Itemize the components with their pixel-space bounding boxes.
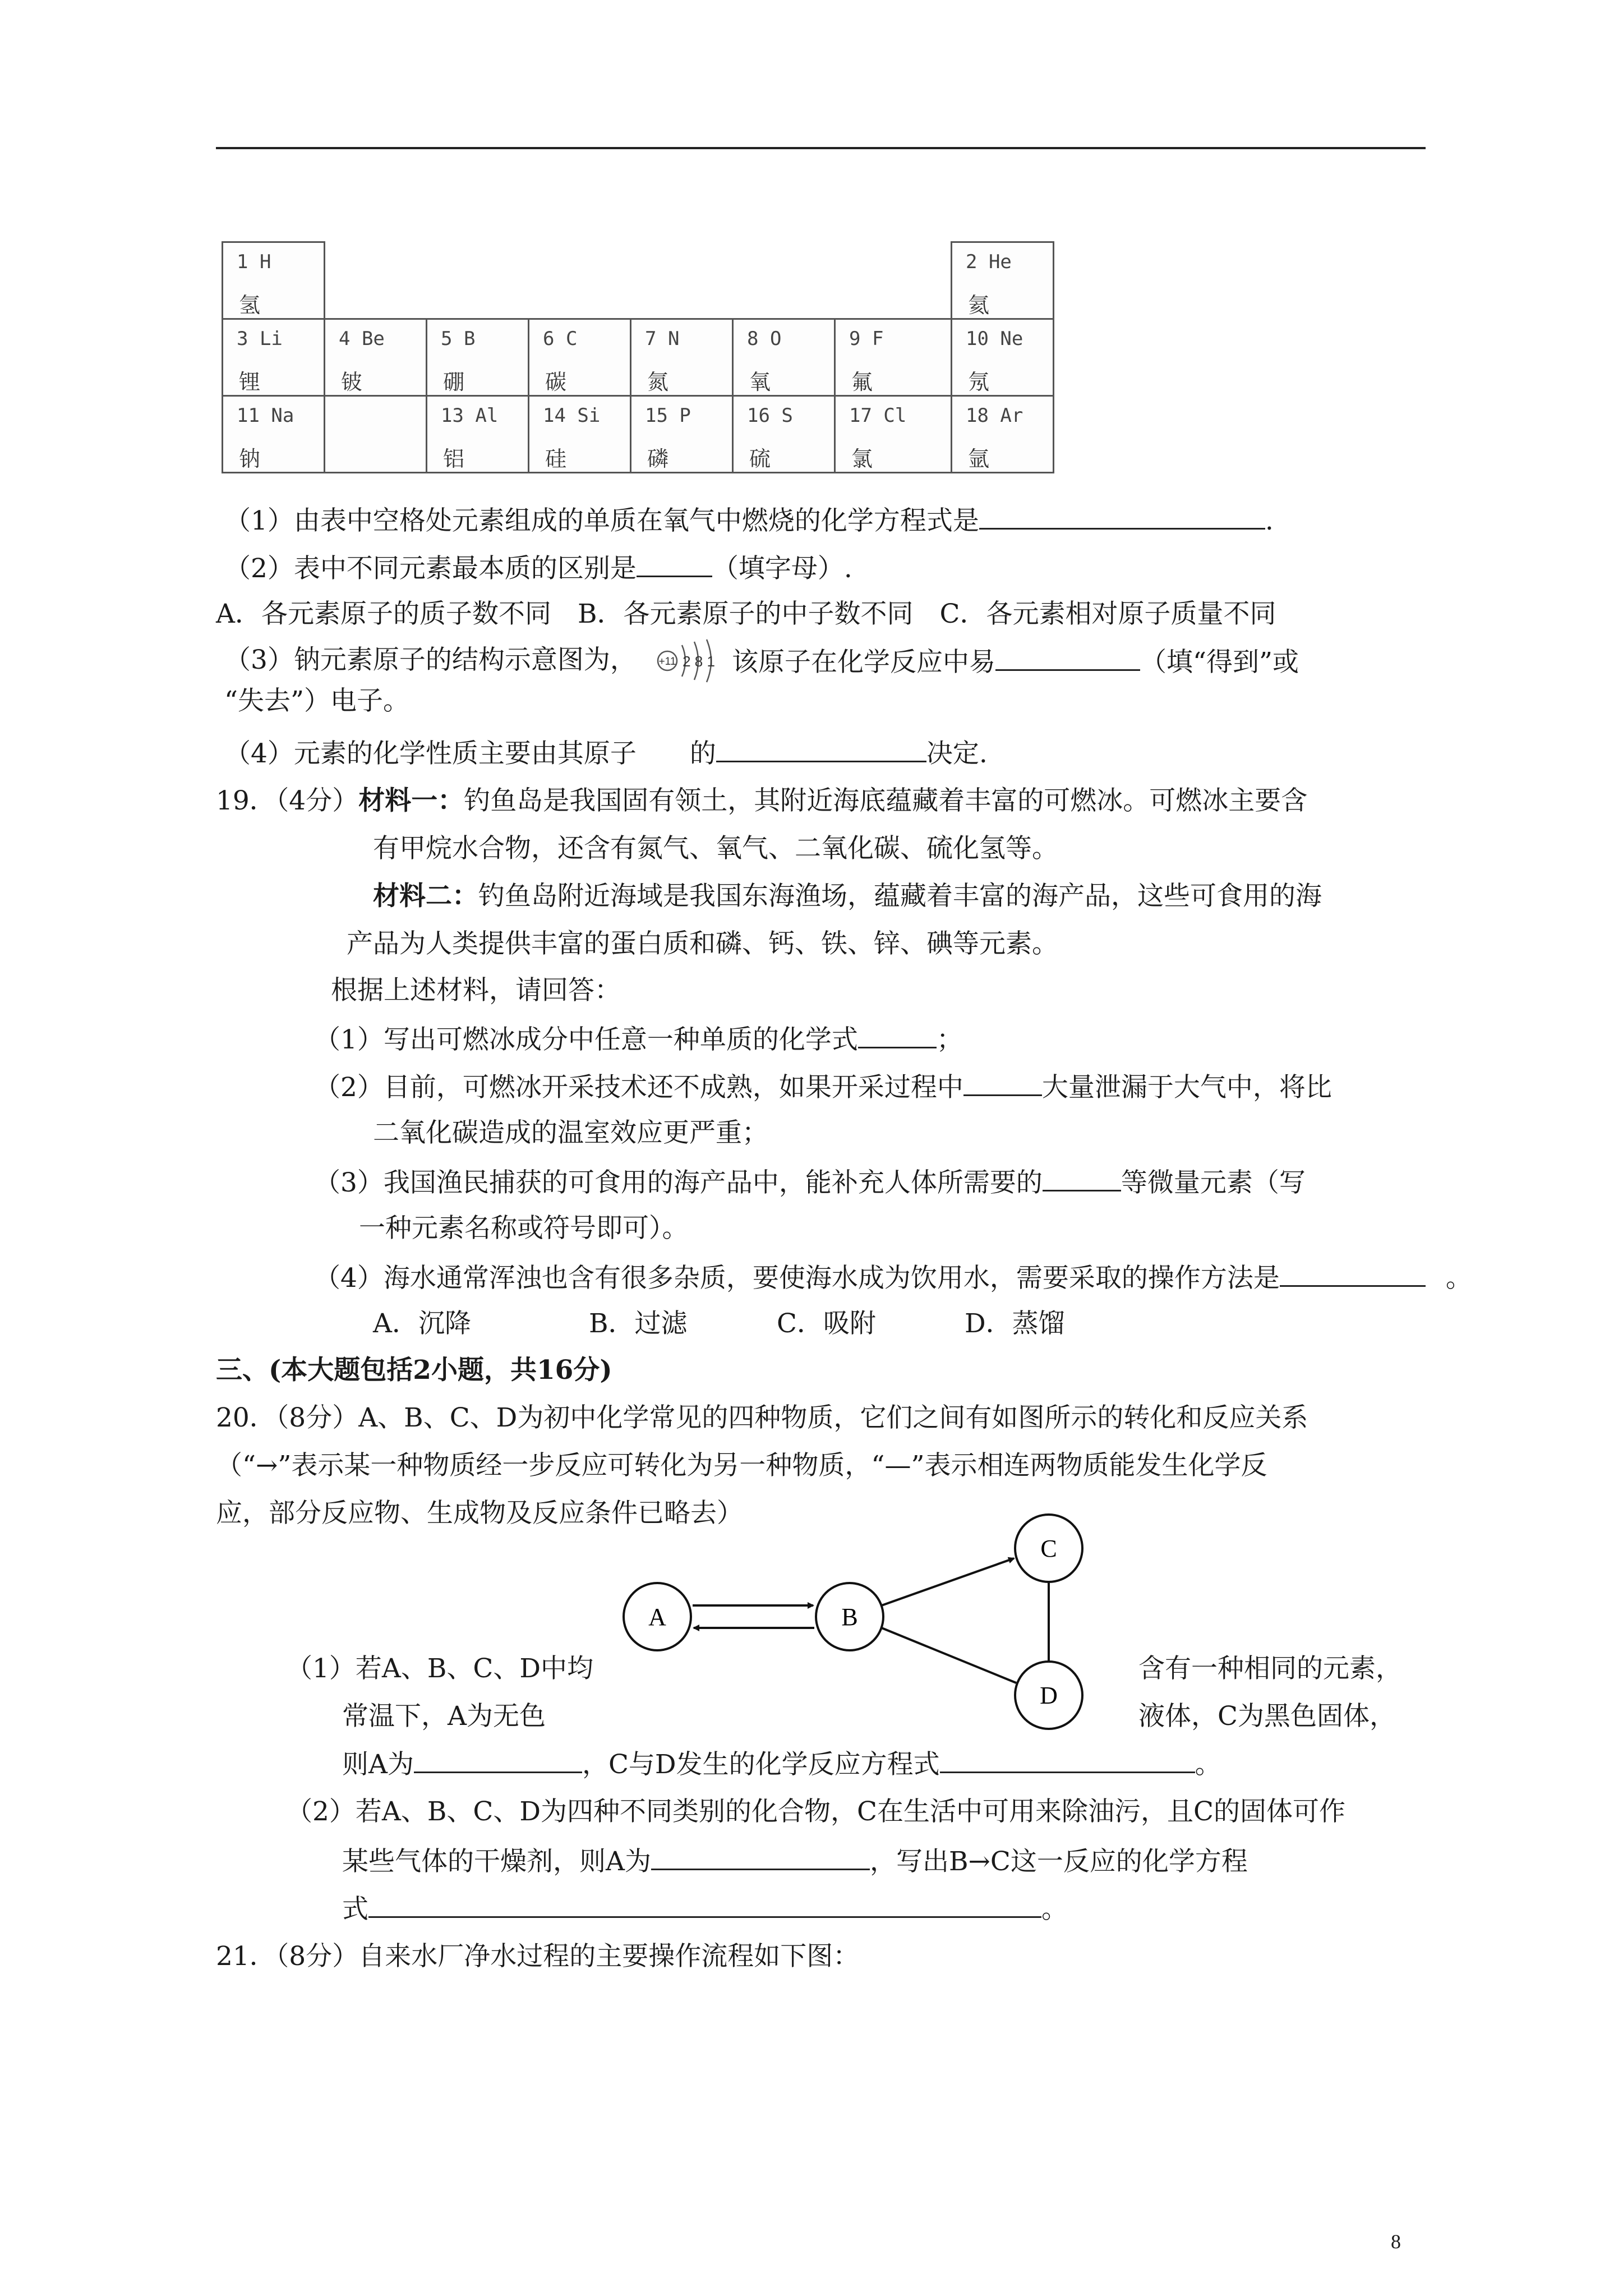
element-symbol: 15 P bbox=[645, 404, 691, 427]
q19-option-c: C．吸附 bbox=[777, 1308, 876, 1339]
element-cell-al bbox=[426, 395, 529, 473]
element-cell-si bbox=[528, 395, 631, 473]
material1-title: 材料一： bbox=[358, 785, 464, 816]
q20-part1-answer bbox=[342, 1746, 1221, 1782]
q18-part2-end: （填字母）. bbox=[712, 553, 852, 584]
sodium-atom-diagram bbox=[655, 634, 722, 687]
element-name: 硫 bbox=[749, 447, 771, 471]
q20-part1-text2: ，C与D发生的化学反应方程式 bbox=[582, 1749, 940, 1780]
q19-part3-line2: 一种元素名称或符号即可）。 bbox=[359, 1213, 689, 1244]
element-cell-p bbox=[630, 395, 734, 473]
header-rule bbox=[216, 147, 1426, 149]
q19-option-b: B．过滤 bbox=[589, 1308, 688, 1339]
element-symbol: 1 H bbox=[237, 251, 271, 273]
q19-option-d: D．蒸馏 bbox=[965, 1308, 1065, 1339]
section-3-heading: 三、(本大题包括2小题，共16分) bbox=[216, 1355, 612, 1386]
element-cell-h bbox=[222, 241, 325, 320]
q21-line1: 21．（8分）自来水厂净水过程的主要操作流程如下图： bbox=[216, 1941, 860, 1972]
nucleus-charge: +11 bbox=[658, 656, 676, 668]
q20-part2: （2）若A、B、C、D为四种不同类别的化合物，C在生活中可用来除油污，且C的固体可作 bbox=[286, 1796, 1345, 1827]
q19-part2-line2: 二氧化碳造成的温室效应更严重； bbox=[373, 1117, 768, 1148]
element-cell-blank bbox=[324, 395, 427, 473]
q19-part4-text: （4）海水通常浑浊也含有很多杂质，要使海水成为饮用水，需要采取的操作方法是 bbox=[314, 1263, 1280, 1294]
element-name: 氮 bbox=[647, 370, 669, 394]
element-cell-c bbox=[528, 318, 631, 397]
q20-part2-end: 。 bbox=[1041, 1894, 1068, 1925]
element-name: 氦 bbox=[968, 293, 990, 318]
answer-blank[interactable] bbox=[940, 1746, 1195, 1773]
q18-part4-text2: 的 bbox=[689, 738, 716, 769]
q19-part4-end: 。 bbox=[1445, 1263, 1472, 1294]
q19-part1-text: （1）写出可燃冰成分中任意一种单质的化学式 bbox=[314, 1024, 858, 1055]
page-number: 8 bbox=[1391, 2230, 1401, 2253]
material1-text: 钓鱼岛是我国固有领土，其附近海底蕴藏着丰富的可燃冰。可燃冰主要含 bbox=[464, 785, 1308, 816]
element-name: 硼 bbox=[443, 370, 465, 394]
answer-blank[interactable] bbox=[368, 1890, 1041, 1918]
q20-part2-text3: 式 bbox=[342, 1894, 368, 1925]
link-b-d bbox=[882, 1628, 1016, 1683]
q19-part3-text2: 等微量元素（写 bbox=[1121, 1167, 1306, 1198]
element-name: 磷 bbox=[647, 447, 669, 471]
answer-blank[interactable] bbox=[651, 1843, 870, 1870]
element-symbol: 17 Cl bbox=[849, 404, 907, 427]
q18-part2-text: （2）表中不同元素最本质的区别是 bbox=[224, 553, 637, 584]
node-c-label: C bbox=[1040, 1535, 1057, 1562]
element-cell-na bbox=[222, 395, 325, 473]
q18-part1 bbox=[224, 502, 1274, 538]
answer-blank[interactable] bbox=[637, 550, 712, 577]
element-cell-ne bbox=[951, 318, 1054, 397]
element-symbol: 6 C bbox=[543, 328, 578, 350]
element-name: 氖 bbox=[968, 370, 990, 394]
q19-material2-line2: 产品为人类提供丰富的蛋白质和磷、钙、铁、锌、碘等元素。 bbox=[347, 928, 1058, 959]
element-name: 铍 bbox=[341, 370, 363, 394]
element-cell-f bbox=[834, 318, 952, 397]
q18-part3-text2: 该原子在化学反应中易 bbox=[732, 647, 995, 678]
q20-part2-line3 bbox=[342, 1890, 1068, 1926]
element-cell-be bbox=[324, 318, 427, 397]
answer-blank[interactable] bbox=[716, 735, 926, 762]
q20-part2-line2 bbox=[342, 1843, 1248, 1879]
shell-electrons: 2 8 1 bbox=[683, 653, 715, 670]
q20-line1: 20．（8分）A、B、C、D为初中化学常见的四种物质，它们之间有如图所示的转化和反应关系 bbox=[216, 1402, 1308, 1433]
element-symbol: 3 Li bbox=[237, 328, 283, 350]
element-name: 硅 bbox=[545, 447, 567, 471]
node-b-label: B bbox=[841, 1603, 858, 1631]
element-symbol: 8 O bbox=[747, 328, 782, 350]
q18-part3-cont bbox=[732, 643, 1299, 679]
node-a-label: A bbox=[648, 1603, 666, 1631]
node-d-label: D bbox=[1040, 1682, 1058, 1709]
q20-part1-b: 含有一种相同的元素， bbox=[1138, 1653, 1402, 1684]
element-symbol: 16 S bbox=[747, 404, 793, 427]
element-cell-o bbox=[732, 318, 836, 397]
element-name: 铝 bbox=[443, 447, 465, 471]
q20-line3: 应，部分反应物、生成物及反应条件已略去） bbox=[216, 1498, 743, 1529]
element-symbol: 18 Ar bbox=[966, 404, 1023, 427]
q18-part3 bbox=[224, 643, 637, 677]
q19-part1 bbox=[314, 1021, 963, 1057]
element-symbol: 9 F bbox=[849, 328, 884, 350]
element-symbol: 14 Si bbox=[543, 404, 601, 427]
answer-blank[interactable] bbox=[1043, 1164, 1121, 1191]
q19-number: 19．（4分） bbox=[216, 785, 359, 816]
q20-part1-d: 液体，C为黑色固体， bbox=[1138, 1701, 1396, 1732]
answer-blank[interactable] bbox=[858, 1021, 937, 1048]
q19-part1-end: ； bbox=[936, 1024, 963, 1055]
element-symbol: 2 He bbox=[966, 251, 1012, 273]
element-name: 氟 bbox=[851, 370, 873, 394]
q19-part2-text: （2）目前，可燃冰开采技术还不成熟，如果开采过程中 bbox=[314, 1072, 963, 1103]
answer-blank[interactable] bbox=[979, 502, 1265, 530]
q19-material2 bbox=[373, 880, 1322, 913]
q19-prompt: 根据上述材料，请回答： bbox=[331, 975, 621, 1006]
q19-part3-text: （3）我国渔民捕获的可食用的海产品中，能补充人体所需要的 bbox=[314, 1167, 1043, 1198]
material2-text: 钓鱼岛附近海域是我国东海渔场，蕴藏着丰富的海产品，这些可食用的海 bbox=[478, 881, 1322, 912]
arrow-b-to-c bbox=[882, 1558, 1014, 1605]
element-symbol: 5 B bbox=[441, 328, 476, 350]
q18-part2 bbox=[224, 550, 852, 586]
q18-part1-text: （1）由表中空格处元素组成的单质在氧气中燃烧的化学方程式是 bbox=[224, 505, 979, 536]
element-symbol: 11 Na bbox=[237, 404, 294, 427]
element-cell-b bbox=[426, 318, 529, 397]
q20-part1-text: 则A为 bbox=[342, 1749, 414, 1780]
q20-part1-c: 常温下，A为无色 bbox=[342, 1701, 546, 1732]
answer-blank[interactable] bbox=[995, 643, 1140, 671]
element-symbol: 13 Al bbox=[441, 404, 499, 427]
q18-part4-text: （4）元素的化学性质主要由其原子 bbox=[224, 738, 637, 769]
q19-material1-line2: 有甲烷水合物，还含有氮气、氧气、二氧化碳、硫化氢等。 bbox=[373, 833, 1058, 864]
q19-part2-text2: 大量泄漏于大气中，将比 bbox=[1041, 1072, 1332, 1103]
answer-blank[interactable] bbox=[414, 1746, 582, 1773]
q18-part3-text: （3）钠元素原子的结构示意图为， bbox=[224, 645, 637, 675]
q19-material1 bbox=[216, 784, 1307, 818]
element-name: 钠 bbox=[239, 447, 261, 471]
q18-part4 bbox=[224, 735, 988, 771]
q19-option-a: A．沉降 bbox=[373, 1308, 471, 1339]
q20-part1-end: 。 bbox=[1195, 1749, 1221, 1780]
element-symbol: 4 Be bbox=[339, 328, 385, 350]
element-cell-li bbox=[222, 318, 325, 397]
q20-part2-text2: ，写出B→C这一反应的化学方程 bbox=[869, 1846, 1248, 1877]
element-name: 氧 bbox=[749, 370, 771, 394]
answer-blank[interactable] bbox=[963, 1069, 1042, 1096]
q19-part2 bbox=[314, 1069, 1332, 1105]
element-cell-s bbox=[732, 395, 836, 473]
answer-blank[interactable] bbox=[1280, 1259, 1426, 1287]
element-name: 氢 bbox=[239, 293, 261, 318]
q18-part1-end: . bbox=[1265, 505, 1274, 536]
element-symbol: 7 N bbox=[645, 328, 680, 350]
element-symbol: 10 Ne bbox=[966, 328, 1023, 350]
element-cell-ar bbox=[951, 395, 1054, 473]
q20-part1-a: （1）若A、B、C、D中均 bbox=[286, 1653, 594, 1684]
q19-part4 bbox=[314, 1259, 1472, 1295]
element-name: 碳 bbox=[545, 370, 567, 394]
q20-part2-text: 某些气体的干燥剂，则A为 bbox=[342, 1846, 651, 1877]
q20-line2: （“→”表示某一种物质经一步反应可转化为另一种物质，“—”表示相连两物质能发生化学反 bbox=[216, 1450, 1267, 1481]
q18-part3-line2: “失去”）电子。 bbox=[224, 685, 410, 716]
element-name: 氯 bbox=[851, 447, 873, 471]
q18-part3-text3: （填“得到”或 bbox=[1140, 647, 1299, 678]
element-cell-cl bbox=[834, 395, 952, 473]
q19-part3 bbox=[314, 1164, 1306, 1200]
element-name: 锂 bbox=[239, 370, 261, 394]
q18-options: A．各元素原子的质子数不同 B．各元素原子的中子数不同 C．各元素相对原子质量不同 bbox=[216, 599, 1276, 629]
q18-part4-end: 决定. bbox=[926, 738, 988, 769]
element-cell-n bbox=[630, 318, 734, 397]
material2-title: 材料二： bbox=[373, 881, 478, 912]
element-cell-he bbox=[951, 241, 1054, 320]
element-name: 氩 bbox=[968, 447, 990, 471]
